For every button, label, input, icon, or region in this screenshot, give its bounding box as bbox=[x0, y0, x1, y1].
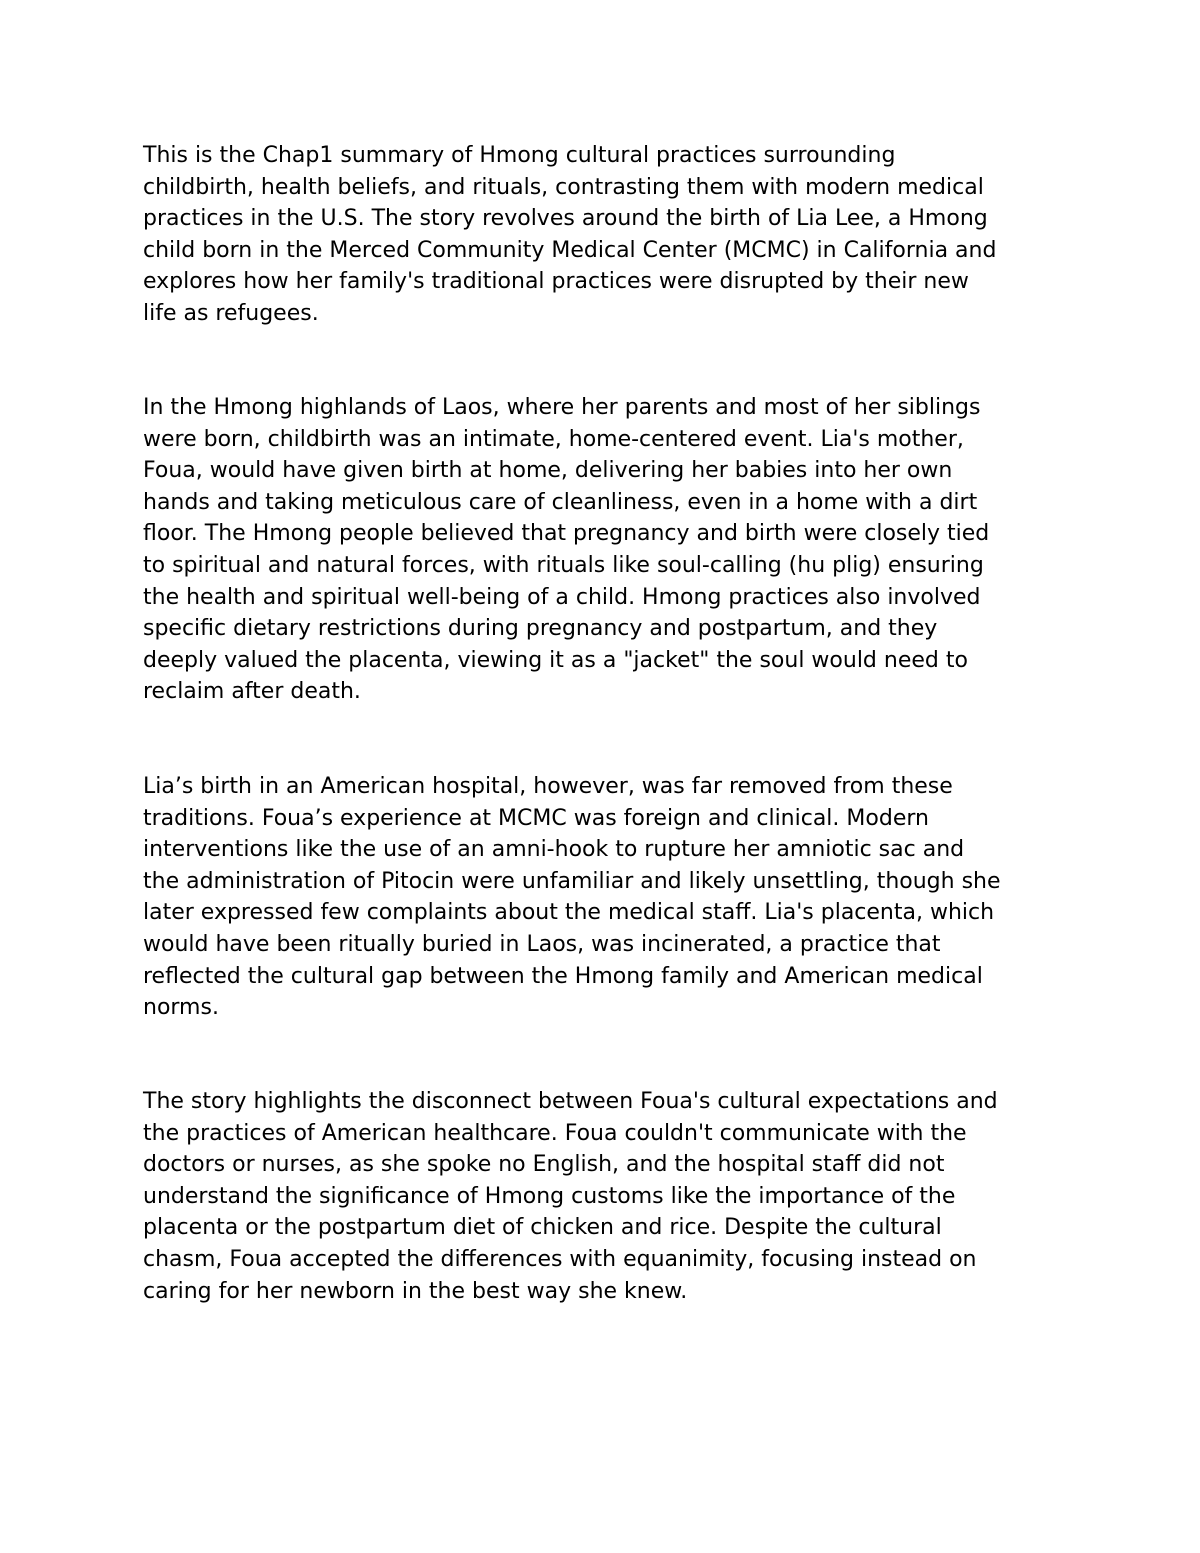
text-line: specific dietary restrictions during pregnancy and postpartum, and they bbox=[143, 616, 938, 642]
text-line: the health and spiritual well-being of a child. Hmong practices also involved bbox=[143, 584, 981, 610]
text-line: explores how her family's traditional practices were disrupted by their new bbox=[143, 269, 969, 295]
text-line: norms. bbox=[143, 995, 219, 1021]
text-line: placenta or the postpartum diet of chicken and rice. Despite the cultural bbox=[143, 1215, 942, 1241]
text-line: would have been ritually buried in Laos, was incinerated, a practice that bbox=[143, 931, 941, 957]
text-line: caring for her newborn in the best way she knew. bbox=[143, 1278, 688, 1304]
text-line: were born, childbirth was an intimate, home-centered event. Lia's mother, bbox=[143, 426, 964, 452]
text-line: In the Hmong highlands of Laos, where her parents and most of her siblings bbox=[143, 395, 981, 420]
paragraph-intro bbox=[143, 140, 996, 330]
text-line: This is the Chap1 summary of Hmong cultural practices surrounding bbox=[143, 143, 896, 168]
text-line: the practices of American healthcare. Foua couldn't communicate with the bbox=[143, 1120, 967, 1146]
text-line: to spiritual and natural forces, with rituals like soul-calling (hu plig) ensuring bbox=[143, 552, 984, 578]
text-line: Foua, would have given birth at home, delivering her babies into her own bbox=[143, 458, 953, 484]
text-line: chasm, Foua accepted the differences with equanimity, focusing instead on bbox=[143, 1246, 977, 1272]
text-line: deeply valued the placenta, viewing it as a "jacket" the soul would need to bbox=[143, 647, 968, 673]
text-line: the administration of Pitocin were unfamiliar and likely unsettling, though she bbox=[143, 868, 1001, 894]
paragraph-american-hospital bbox=[143, 771, 1001, 1024]
text-line: reclaim after death. bbox=[143, 679, 361, 705]
text-line: child born in the Merced Community Medical Center (MCMC) in California and bbox=[143, 237, 997, 263]
text-line: The story highlights the disconnect between Foua's cultural expectations and bbox=[143, 1089, 998, 1114]
text-line: interventions like the use of an amni-hook to rupture her amniotic sac and bbox=[143, 837, 965, 863]
text-line: later expressed few complaints about the medical staff. Lia's placenta, which bbox=[143, 900, 995, 926]
paragraph-hmong-highlands bbox=[143, 392, 989, 708]
paragraph-disconnect bbox=[143, 1086, 998, 1307]
text-line: doctors or nurses, as she spoke no English, and the hospital staff did not bbox=[143, 1152, 945, 1178]
text-line: hands and taking meticulous care of cleanliness, even in a home with a dirt bbox=[143, 489, 978, 515]
text-line: life as refugees. bbox=[143, 300, 319, 326]
text-line: Lia’s birth in an American hospital, however, was far removed from these bbox=[143, 774, 953, 799]
text-line: practices in the U.S. The story revolves around the birth of Lia Lee, a Hmong bbox=[143, 206, 988, 232]
text-line: understand the significance of Hmong customs like the importance of the bbox=[143, 1183, 956, 1209]
text-line: reflected the cultural gap between the Hmong family and American medical bbox=[143, 963, 983, 989]
text-line: floor. The Hmong people believed that pregnancy and birth were closely tied bbox=[143, 521, 990, 547]
text-line: traditions. Foua’s experience at MCMC was foreign and clinical. Modern bbox=[143, 805, 929, 831]
text-line: childbirth, health beliefs, and rituals, contrasting them with modern medical bbox=[143, 174, 984, 200]
